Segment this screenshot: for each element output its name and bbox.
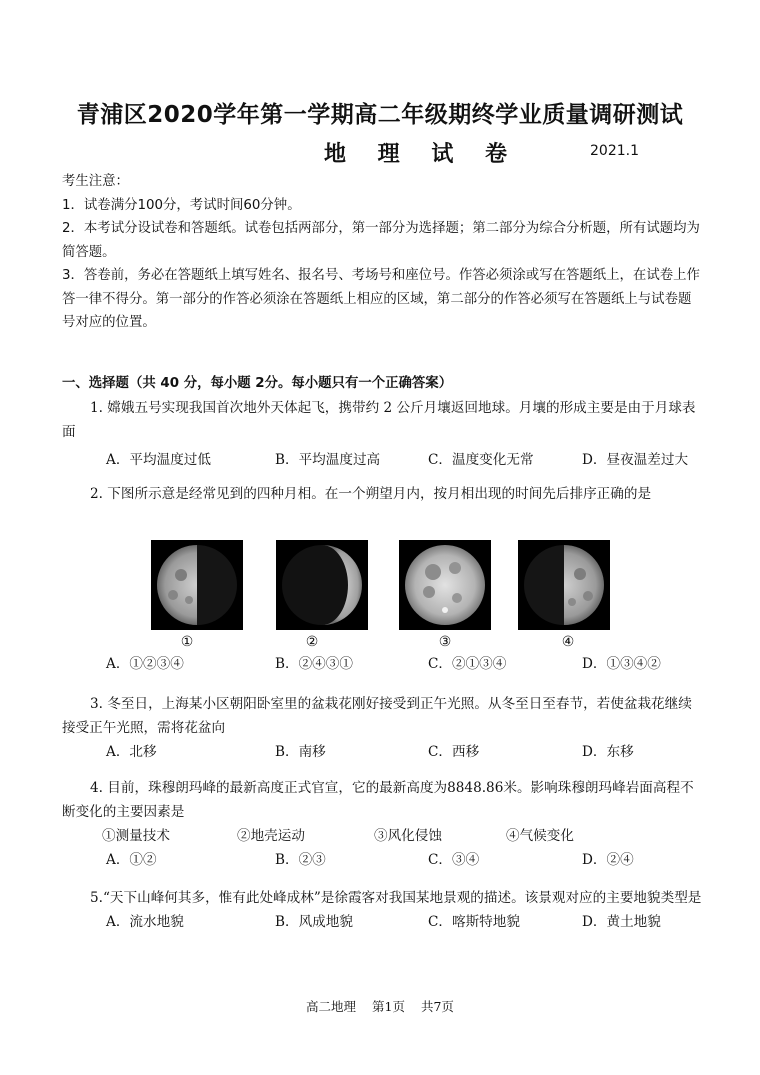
question-2-options-row — [62, 652, 702, 676]
page-footer — [0, 997, 760, 1015]
candidate-notice — [62, 170, 702, 335]
question-options — [62, 740, 702, 764]
option-b: B．南移 — [275, 744, 326, 760]
question-stem: 1. 嫦娥五号实现我国首次地外天体起飞，携带约 2 公斤月壤返回地球。月壤的形成主要是由于月球表面 — [62, 400, 696, 440]
option-a: A．北移 — [106, 744, 157, 760]
question-1 — [62, 396, 702, 472]
factor-1: ①测量技术 — [102, 828, 170, 844]
notice-item-1: 1．试卷满分100分，考试时间60分钟。 — [62, 197, 301, 213]
moon-label-4: ④ — [561, 634, 575, 650]
factor-4: ④气候变化 — [506, 828, 574, 844]
footer-page-number: 第1页 — [372, 999, 405, 1014]
question-3 — [62, 692, 702, 764]
option-d: D．黄土地貌 — [582, 914, 661, 930]
section-title: 一、选择题（共 40 分，每小题 2分。每小题只有一个正确答案） — [62, 376, 453, 391]
option-c: C．喀斯特地貌 — [428, 914, 520, 930]
option-c: C．②①③④ — [428, 656, 507, 672]
moon-label-2: ② — [305, 634, 319, 650]
question-options — [62, 910, 702, 934]
option-a: A．平均温度过低 — [106, 452, 211, 468]
footer-subject: 高二地理 — [306, 999, 357, 1014]
factor-2: ②地壳运动 — [237, 828, 305, 844]
option-d: D．昼夜温差过大 — [582, 452, 689, 468]
option-d: D．①③④② — [582, 656, 661, 672]
option-c: C．温度变化无常 — [428, 452, 534, 468]
option-a: A．①② — [106, 852, 157, 868]
question-options — [62, 448, 702, 472]
option-d: D．东移 — [582, 744, 634, 760]
question-stem: 5.“天下山峰何其多，惟有此处峰成林”是徐霞客对我国某地景观的描述。该景观对应的主要地貌类型是 — [90, 890, 702, 906]
question-options — [62, 652, 702, 676]
notice-item-2: 2．本考试分设试卷和答题纸。试卷包括两部分，第一部分为选择题；第二部分为综合分析题，所有试题均为简答题。 — [62, 221, 700, 260]
moon-label-1: ① — [180, 634, 194, 650]
option-d: D．②④ — [582, 852, 634, 868]
moon-phase-image-1 — [151, 540, 243, 630]
option-a: A．流水地貌 — [106, 914, 184, 930]
option-b: B．风成地貌 — [275, 914, 353, 930]
question-stem: 4. 目前，珠穆朗玛峰的最新高度正式官宣，它的最新高度为8848.86米。影响珠穆朗玛峰岩面高程不断变化的主要因素是 — [62, 780, 694, 820]
option-a: A．①②③④ — [106, 656, 184, 672]
question-5 — [62, 886, 702, 934]
notice-heading: 考生注意： — [62, 174, 129, 189]
moon-phase-image-4 — [518, 540, 610, 630]
exam-date: 2021.1 — [590, 143, 639, 159]
option-b: B．②③ — [275, 852, 326, 868]
question-stem: 3. 冬至日，上海某小区朝阳卧室里的盆栽花刚好接受到正午光照。从冬至日至春节，若使盆栽花继续接受正午光照，需将花盆向 — [62, 696, 692, 736]
notice-item-3: 3．答卷前，务必在答题纸上填写姓名、报名号、考场号和座位号。作答必须涂或写在答题纸上，在试卷上作答一律不得分。第一部分的作答必须涂在答题纸上相应的区域，第二部分的作答必须写在答题纸上与试卷题号对应的位置。 — [62, 268, 700, 330]
question-2 — [62, 482, 702, 506]
option-c: C．西移 — [428, 744, 480, 760]
question-factors — [62, 824, 702, 848]
moon-label-3: ③ — [438, 634, 452, 650]
option-b: B．②④③① — [275, 656, 353, 672]
moon-phase-image-2 — [276, 540, 368, 630]
factor-3: ③风化侵蚀 — [374, 828, 442, 844]
question-options — [62, 848, 702, 872]
exam-title: 青浦区2020学年第一学期高二年级期终学业质量调研测试 — [76, 102, 684, 128]
exam-subtitle: 地 理 试 卷 — [324, 142, 519, 167]
question-4 — [62, 776, 702, 872]
footer-total-pages: 共7页 — [420, 999, 454, 1014]
question-stem: 2. 下图所示意是经常见到的四种月相。在一个朔望月内，按月相出现的时间先后排序正确的是 — [90, 486, 652, 502]
moon-phase-image-3 — [399, 540, 491, 630]
option-c: C．③④ — [428, 852, 480, 868]
option-b: B．平均温度过高 — [275, 452, 381, 468]
